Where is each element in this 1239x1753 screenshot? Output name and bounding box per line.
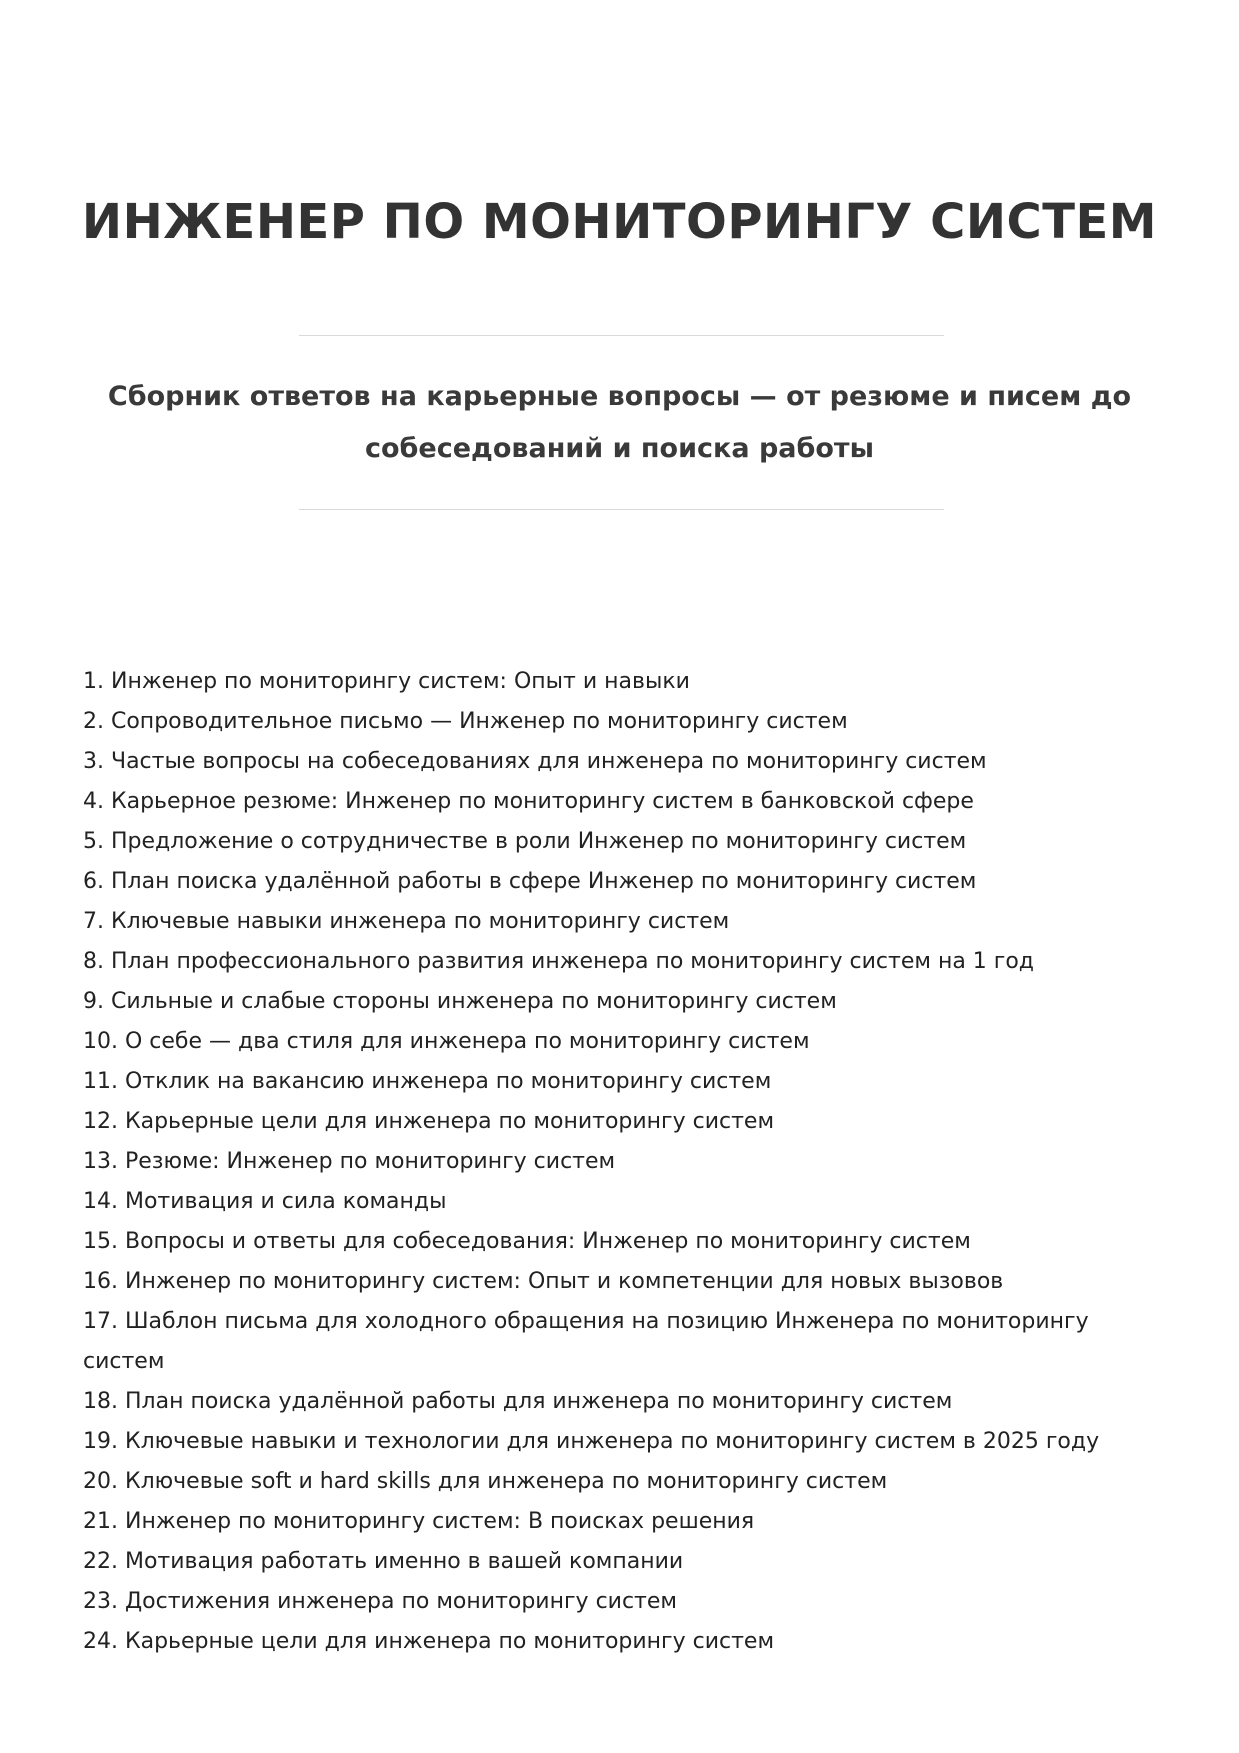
toc-item-2: 2. Сопроводительное письмо — Инженер по мониторингу систем [83, 709, 848, 734]
table-of-contents [83, 662, 1123, 1662]
toc-item-6: 6. План поиска удалённой работы в сфере Инженер по мониторингу систем [83, 869, 977, 894]
toc-item-14: 14. Мотивация и сила команды [83, 1189, 447, 1214]
toc-item-9: 9. Сильные и слабые стороны инженера по мониторингу систем [83, 989, 837, 1014]
toc-item-11: 11. Отклик на вакансию инженера по мониторингу систем [83, 1069, 772, 1094]
toc-item-3: 3. Частые вопросы на собеседованиях для инженера по мониторингу систем [83, 749, 987, 774]
toc-item-18: 18. План поиска удалённой работы для инженера по мониторингу систем [83, 1389, 953, 1414]
title-divider-top [299, 335, 944, 336]
toc-item-20: 20. Ключевые soft и hard skills для инженера по мониторингу систем [83, 1469, 888, 1494]
toc-item-17: 17. Шаблон письма для холодного обращения на позицию Инженера по мониторингу систем [83, 1309, 1089, 1374]
toc-item-10: 10. О себе — два стиля для инженера по мониторингу систем [83, 1029, 810, 1054]
toc-item-4: 4. Карьерное резюме: Инженер по мониторингу систем в банковской сфере [83, 789, 974, 814]
document-subtitle: Сборник ответов на карьерные вопросы — от резюме и писем до собеседований и поиска работы [107, 381, 1132, 464]
toc-item-19: 19. Ключевые навыки и технологии для инженера по мониторингу систем в 2025 году [83, 1429, 1100, 1454]
toc-item-16: 16. Инженер по мониторингу систем: Опыт и компетенции для новых вызовов [83, 1269, 1004, 1294]
toc-item-23: 23. Достижения инженера по мониторингу систем [83, 1589, 677, 1614]
document-title: ИНЖЕНЕР ПО МОНИТОРИНГУ СИСТЕМ [81, 194, 1158, 250]
toc-item-7: 7. Ключевые навыки инженера по мониторингу систем [83, 909, 730, 934]
toc-item-1: 1. Инженер по мониторингу систем: Опыт и навыки [83, 669, 690, 694]
toc-item-12: 12. Карьерные цели для инженера по мониторингу систем [83, 1109, 775, 1134]
toc-item-22: 22. Мотивация работать именно в вашей компании [83, 1549, 684, 1574]
toc-item-21: 21. Инженер по мониторингу систем: В поисках решения [83, 1509, 755, 1534]
toc-item-8: 8. План профессионального развития инженера по мониторингу систем на 1 год [83, 949, 1035, 974]
toc-item-5: 5. Предложение о сотрудничестве в роли Инженер по мониторингу систем [83, 829, 967, 854]
toc-item-24: 24. Карьерные цели для инженера по мониторингу систем [83, 1629, 775, 1654]
toc-item-15: 15. Вопросы и ответы для собеседования: Инженер по мониторингу систем [83, 1229, 971, 1254]
title-divider-bottom [299, 509, 944, 510]
toc-item-13: 13. Резюме: Инженер по мониторингу систем [83, 1149, 616, 1174]
